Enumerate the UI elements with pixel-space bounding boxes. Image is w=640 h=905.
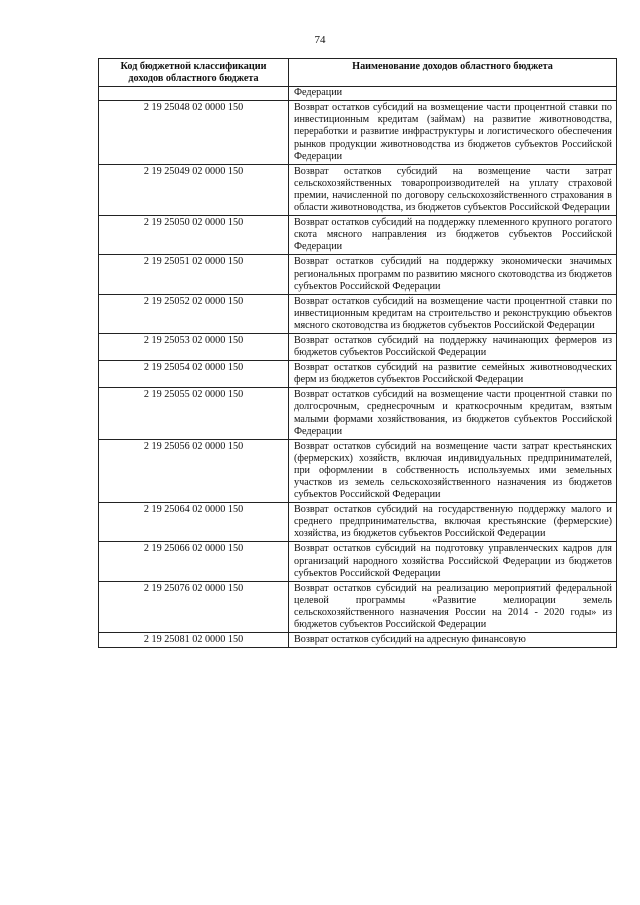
- budget-code-table: [98, 58, 617, 648]
- budget-code: 2 19 25066 02 0000 150: [99, 542, 289, 581]
- revenue-name: Возврат остатков субсидий на возмещение части процентной ставки по инвестиционным кредитам (займам) на развитие животноводства, переработки и развитие инфраструктуры и логистического обеспечения рынков продукции животноводства из бюджетов субъектов Российской Федерации: [289, 101, 617, 164]
- table-row: [99, 503, 617, 542]
- budget-code: 2 19 25053 02 0000 150: [99, 333, 289, 360]
- revenue-name: Возврат остатков субсидий на возмещение части затрат крестьянских (фермерских) хозяйств, включая индивидуальных предпринимателей, при оформлении в собственность используемых ими земельных участков из земель сельскохозяйственного назначения из бюджетов субъектов Российской Федерации: [289, 439, 617, 502]
- table-row: [99, 294, 617, 333]
- budget-code: 2 19 25052 02 0000 150: [99, 294, 289, 333]
- table-row: [99, 581, 617, 632]
- revenue-name: Возврат остатков субсидий на возмещение части затрат сельскохозяйственных товаропроизводителей на уплату страховой премии, начисленной по договору сельскохозяйственного страхования в области животноводства, из бюджетов субъектов Российской Федерации: [289, 164, 617, 215]
- budget-code: 2 19 25048 02 0000 150: [99, 101, 289, 164]
- table-row: [99, 388, 617, 439]
- table-row: [99, 633, 617, 648]
- budget-code: 2 19 25081 02 0000 150: [99, 633, 289, 648]
- table-row: [99, 361, 617, 388]
- table-row: [99, 101, 617, 164]
- name-column-header: Наименование доходов областного бюджета: [289, 59, 617, 87]
- revenue-name: Возврат остатков субсидий на поддержку экономически значимых региональных программ по развитию мясного скотоводства из бюджетов субъектов Российской Федерации: [289, 255, 617, 294]
- budget-code: 2 19 25051 02 0000 150: [99, 255, 289, 294]
- budget-code: 2 19 25050 02 0000 150: [99, 216, 289, 255]
- revenue-name: Возврат остатков субсидий на развитие семейных животноводческих ферм из бюджетов субъектов Российской Федерации: [289, 361, 617, 388]
- revenue-name: Возврат остатков субсидий на поддержку начинающих фермеров из бюджетов субъектов Российской Федерации: [289, 333, 617, 360]
- revenue-name: Возврат остатков субсидий на возмещение части процентной ставки по инвестиционным кредитам на строительство и реконструкцию объектов мясного скотоводства из бюджетов субъектов Российской Федерации: [289, 294, 617, 333]
- budget-code: 2 19 25049 02 0000 150: [99, 164, 289, 215]
- continuation-row: [99, 87, 617, 101]
- revenue-name: Возврат остатков субсидий на поддержку племенного крупного рогатого скота мясного направления из бюджетов субъектов Российской Федерации: [289, 216, 617, 255]
- table-row: [99, 164, 617, 215]
- budget-code: 2 19 25055 02 0000 150: [99, 388, 289, 439]
- table-row: [99, 333, 617, 360]
- budget-code: 2 19 25076 02 0000 150: [99, 581, 289, 632]
- continuation-text: Федерации: [289, 87, 617, 101]
- table-row: [99, 216, 617, 255]
- revenue-name: Возврат остатков субсидий на подготовку управленческих кадров для организаций народного хозяйства Российской Федерации из бюджетов субъектов Российской Федерации: [289, 542, 617, 581]
- table-row: [99, 542, 617, 581]
- table-row: [99, 255, 617, 294]
- budget-code: 2 19 25056 02 0000 150: [99, 439, 289, 502]
- table-row: [99, 439, 617, 502]
- code-column-header: Код бюджетной классификации доходов областного бюджета: [99, 59, 289, 87]
- revenue-name: Возврат остатков субсидий на адресную финансовую: [289, 633, 617, 648]
- budget-code: 2 19 25064 02 0000 150: [99, 503, 289, 542]
- budget-code: 2 19 25054 02 0000 150: [99, 361, 289, 388]
- revenue-name: Возврат остатков субсидий на государственную поддержку малого и среднего предпринимательства, включая крестьянские (фермерские) хозяйства, из бюджетов субъектов Российской Федерации: [289, 503, 617, 542]
- table-header-row: [99, 59, 617, 87]
- revenue-name: Возврат остатков субсидий на возмещение части процентной ставки по долгосрочным, среднесрочным и краткосрочным кредитам, взятым малыми формами хозяйствования, из бюджетов субъектов Российской Федерации: [289, 388, 617, 439]
- continuation-code-cell: [99, 87, 289, 101]
- revenue-name: Возврат остатков субсидий на реализацию мероприятий федеральной целевой программы «Развитие мелиорации земель сельскохозяйственного назначения России на 2014 - 2020 годы» из бюджетов субъектов Российской Федерации: [289, 581, 617, 632]
- page-number: 74: [314, 34, 326, 46]
